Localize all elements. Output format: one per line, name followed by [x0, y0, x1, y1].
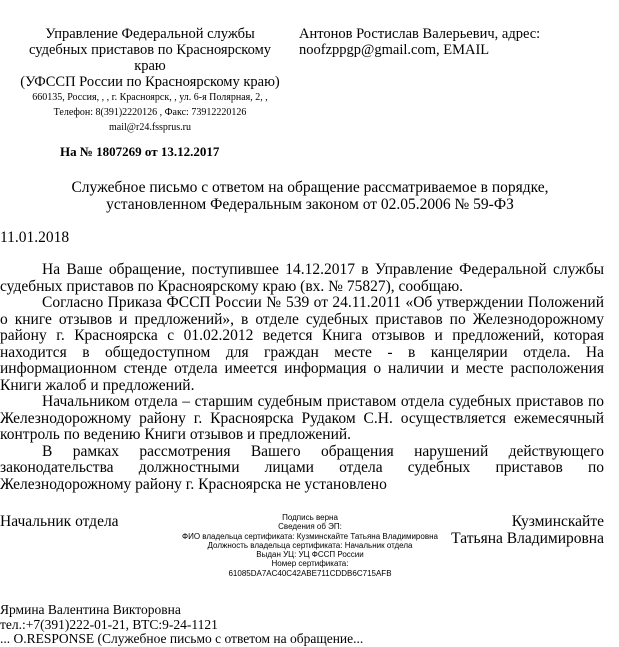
signatory-given-names: Татьяна Владимировна: [451, 530, 604, 547]
stamp-line: Подпись верна: [282, 513, 338, 522]
signatory-title: Начальник отдела: [0, 513, 119, 530]
body-paragraph: В рамках рассмотрения Вашего обращения нарушений действующего законодательства должностными лицами отдела судебных приставов по Железнодорожному району г. Красноярска не установлено: [0, 442, 604, 493]
issuer-phones: Телефон: 8(391)2220126 , Факс: 73912220126: [53, 107, 247, 118]
executor-partial-line: ... О.RESPONSE (Служебное письмо с ответом на обращение...: [0, 631, 364, 646]
stamp-line: Сведения об ЭП:: [278, 522, 342, 532]
body-paragraph: На Ваше обращение, поступившее 14.12.2017 в Управление Федеральной службы судебных приставов по Красноярскому краю (вх. № 75827), сообщаю.: [0, 261, 604, 295]
signatory-surname: Кузминскайте: [511, 513, 604, 530]
issuer-name-line: судебных приставов по Красноярскому: [29, 42, 271, 58]
stamp-line: Номер сертификата:: [271, 559, 349, 569]
stamp-line: ФИО владельца сертификата: Кузминскайте Татьяна Владимировна: [182, 531, 438, 541]
subject-line: установленном Федеральным законом от 02.05.2006 № 59-ФЗ: [106, 196, 514, 213]
subject-line: Служебное письмо с ответом на обращение рассматриваемое в порядке,: [71, 179, 549, 196]
executor-phone: тел.:+7(391)222-01-21, ВТС:9-24-1121: [0, 616, 218, 632]
stamp-line: Выдан УЦ: УЦ ФССП России: [256, 550, 364, 560]
letter-subject: [20, 179, 600, 213]
executor-name: Ярмина Валентина Викторовна: [0, 602, 181, 617]
executor-block: [0, 603, 619, 647]
letter-body: [0, 262, 604, 493]
issuer-email: mail@r24.fssprus.ru: [109, 122, 191, 133]
letter-date: 11.01.2018: [0, 229, 70, 246]
body-paragraph: Согласно Приказа ФССП России № 539 от 24.11.2011 «Об утверждении Положений о книге отзывов и предложений», в отделе судебных приставов по Железнодорожному району г. Красноярска с 01.02.2012 ведется Книга отзывов и предложений, которая находится в общедоступном для граждан месте - в канцелярии отдела. На информационном стенде отдела имеется информация о наличии и месте расположения Книги жалоб и предложений.: [0, 294, 604, 394]
body-paragraph: Начальником отдела – старшим судебным приставом отдела судебных приставов по Железнодорожному району г. Красноярска Рудаком С.Н. осуществляется ежемесячный контроль по ведению Книги отзывов и предложений.: [0, 393, 604, 443]
signatory-name: [440, 513, 604, 547]
recipient-line: noofzppgp@gmail.com, EMAIL: [299, 42, 490, 58]
stamp-line: Должность владельца сертификата: Начальник отдела: [207, 540, 413, 550]
issuer-block: [0, 26, 300, 135]
electronic-signature-stamp: [180, 513, 440, 578]
issuer-name-line: Управление Федеральной службы: [45, 26, 255, 42]
issuer-name-line: краю: [134, 58, 166, 74]
recipient-block: [299, 26, 619, 58]
reference-number: На № 1807269 от 13.12.2017: [60, 144, 220, 159]
issuer-short-name: (УФССП России по Красноярскому краю): [20, 74, 280, 90]
stamp-line: 61085DA7AC40C42ABE711CDDB6C715AFB: [228, 568, 392, 578]
issuer-address: 660135, Россия, , , г. Красноярск, , ул. 6-я Полярная, 2, ,: [32, 92, 268, 103]
recipient-line: Антонов Ростислав Валерьевич, адрес:: [299, 26, 541, 42]
